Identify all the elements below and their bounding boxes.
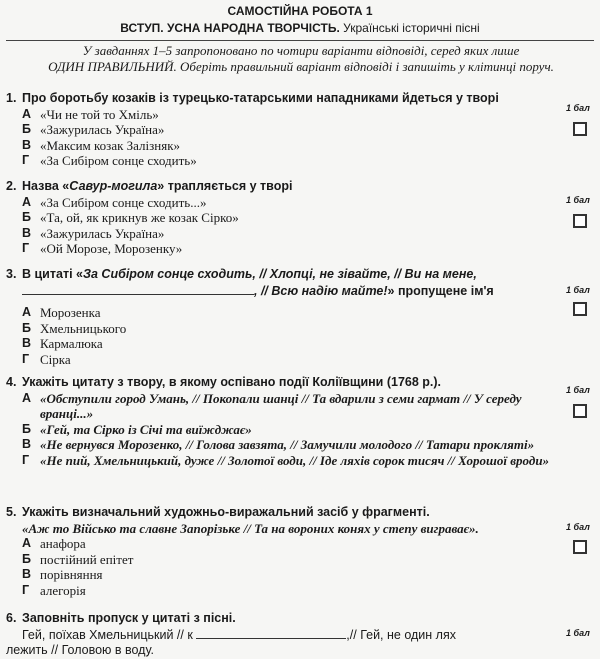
answer-box-4[interactable] xyxy=(573,404,587,418)
option-a: А «За Сибіром сонце сходить...» xyxy=(22,194,207,210)
question-3: 3. В цитаті «За Сибіром сонце сходить, // Хлопці, не зівайте, // Ви на мене, , // Всю надію майте!» пропущене ім'я А Морозенка Б Хмельницького В Кармалюка Г Сірка xyxy=(6,267,561,367)
option-a: А «Чи не той то Хміль» xyxy=(22,106,159,122)
option-a: А «Обступили город Умань, // Покопали шанці // Та вдарили з семи гармат // У середу вранці...» xyxy=(22,390,522,421)
score-label: 1 бал xyxy=(566,103,590,113)
worksheet-subtitle xyxy=(0,21,600,35)
answer-box-3[interactable] xyxy=(573,302,587,316)
option-d: Г алегорія xyxy=(22,582,86,598)
option-b: Б Хмельницького xyxy=(22,320,127,336)
option-c: В «Максим козак Залізняк» xyxy=(22,137,181,153)
option-b: Б «Та, ой, як крикнув же козак Сірко» xyxy=(22,210,239,225)
question-2: 2. Назва «Савур-могила» трапляється у творі А «За Сибіром сонце сходить...» Б «Та, ой, як крикнув же козак Сірко» В «Зажурилась Україна» Г «Ой Морозе, Морозенку» xyxy=(6,179,561,257)
option-c: В Кармалюка xyxy=(22,336,103,351)
option-c: В порівняння xyxy=(22,567,103,582)
score-label: 1 бал xyxy=(566,195,590,205)
option-a: А Морозенка xyxy=(22,305,101,320)
score-label: 1 бал xyxy=(566,385,590,395)
answer-box-5[interactable] xyxy=(573,540,587,554)
question-text: В цитаті «За Сибіром сонце сходить, // Хлопці, не зівайте, // Ви на мене, xyxy=(22,267,477,281)
subtitle-rest: Українські історичні пісні xyxy=(343,21,480,35)
instructions: У завданнях 1–5 запропоновано по чотири варіанти відповіді, серед яких лише ОДИН ПРАВИЛЬНИЙ. Оберіть правильний варіант відповіді і запишіть у клітинці поруч. xyxy=(48,43,554,74)
option-b: Б постійний епітет xyxy=(22,551,134,567)
option-d: Г Сірка xyxy=(22,351,71,367)
question-text: Укажіть цитату з твору, в якому оспівано події Коліївщини (1768 р.). xyxy=(22,375,442,389)
answer-box-1[interactable] xyxy=(573,122,587,136)
question-quote: «Аж то Військо та славне Запорізьке // Та на вороних конях у степу виграває». xyxy=(22,520,479,536)
option-b: Б «Гей, та Сірко із Січі та виїжджає» xyxy=(22,421,252,437)
score-label: 1 бал xyxy=(566,628,590,638)
question-text: Заповніть пропуск у цитаті з пісні. xyxy=(22,611,236,625)
header-divider xyxy=(6,40,594,41)
question-text: Назва «Савур-могила» трапляється у творі xyxy=(22,179,293,193)
subtitle-bold: ВСТУП. УСНА НАРОДНА ТВОРЧІСТЬ. xyxy=(120,21,340,35)
option-c: В «Зажурилась Україна» xyxy=(22,225,165,241)
option-b: Б «Зажурилась Україна» xyxy=(22,122,165,137)
fill-blank[interactable] xyxy=(196,627,346,639)
question-4: 4. Укажіть цитату з твору, в якому оспівано події Коліївщини (1768 р.). А «Обступили город Умань, // Покопали шанці // Та вдарили з семи гармат // У середу вранці...» Б «Гей, та Сірко із Січі та виїжджає» В «Не вернувся Морозенко, // Голова завзята, // Замучили молодого // Татари прокляті» Г «Не пий, Хмельницький, дуже // Золотої води, // Іде ляхів сорок тисяч // Хорошої вроди» xyxy=(6,375,561,468)
blank-line xyxy=(22,283,254,295)
option-a: А анафора xyxy=(22,536,86,551)
worksheet-title: САМОСТІЙНА РОБОТА 1 xyxy=(227,4,373,18)
question-6: 6. Заповніть пропуск у цитаті з пісні. Гей, поїхав Хмельницький // к ,// Гей, не один лях лежить // Головою в воду. xyxy=(6,611,561,659)
question-5: 5. Укажіть визначальний художньо-виражальний засіб у фрагменті. «Аж то Військо та славне Запорізьке // Та на вороних конях у степу виграває». А анафора Б постійний епітет В порівняння Г алегорія xyxy=(6,505,561,598)
option-d: Г «Не пий, Хмельницький, дуже // Золотої води, // Іде ляхів сорок тисяч // Хорошої вроди» xyxy=(22,452,550,468)
option-c: В «Не вернувся Морозенко, // Голова завзята, // Замучили молодого // Татари прокляті» xyxy=(22,437,535,452)
option-d: Г «Ой Морозе, Морозенку» xyxy=(22,241,183,256)
answer-box-2[interactable] xyxy=(573,214,587,228)
option-d: Г «За Сибіром сонце сходить» xyxy=(22,153,197,168)
score-label: 1 бал xyxy=(566,522,590,532)
score-label: 1 бал xyxy=(566,285,590,295)
question-text: Укажіть визначальний художньо-виражальний засіб у фрагменті. xyxy=(22,505,430,519)
question-1: 1. Про боротьбу козаків із турецько-татарськими нападниками йдеться у творі А «Чи не той то Хміль» Б «Зажурилась Україна» В «Максим козак Залізняк» Г «За Сибіром сонце сходить» xyxy=(6,91,561,169)
question-text: Про боротьбу козаків із турецько-татарськими нападниками йдеться у творі xyxy=(22,91,499,105)
